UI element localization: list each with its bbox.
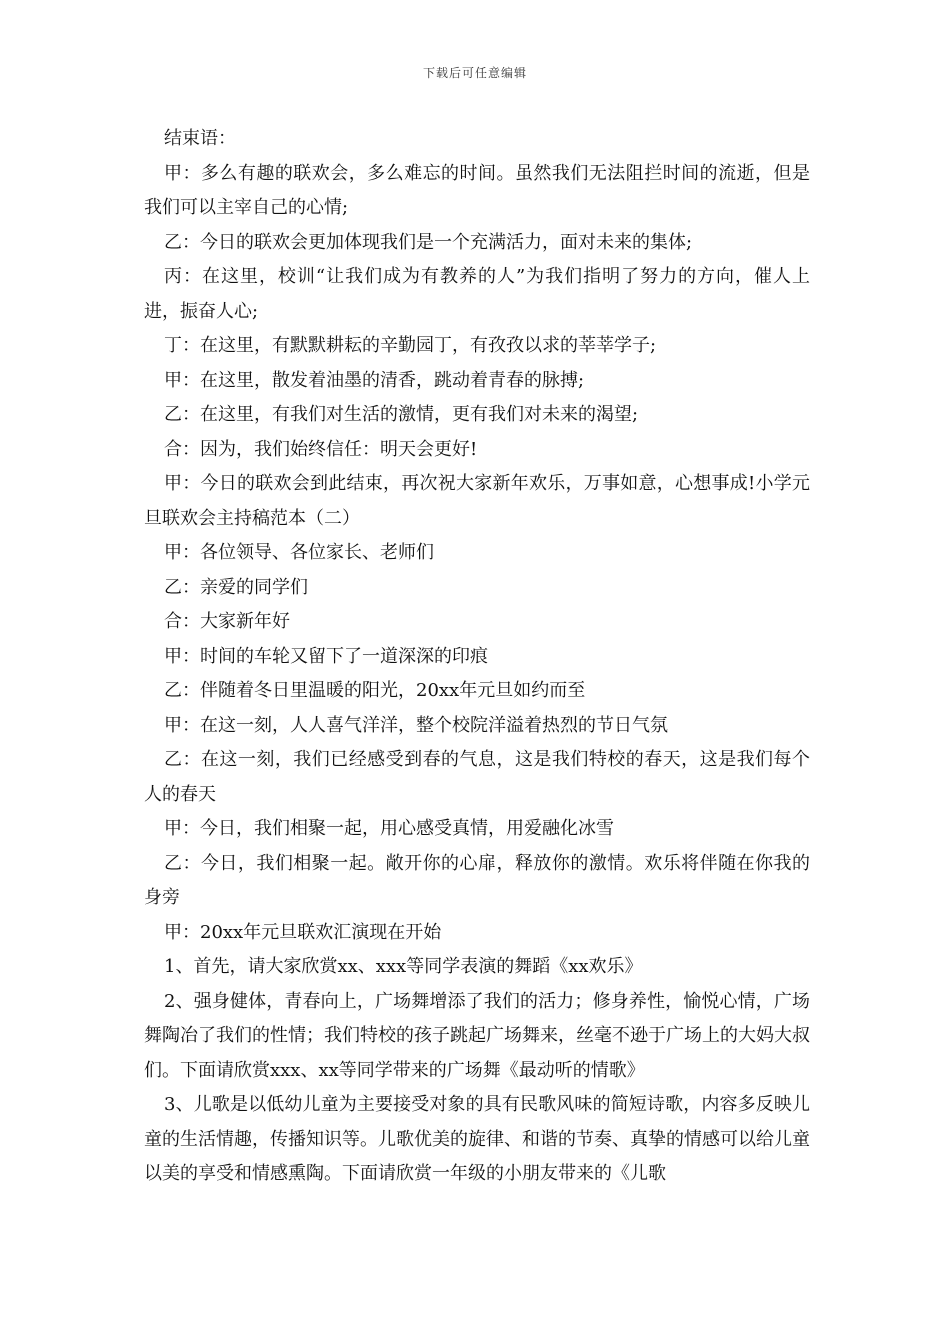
paragraph: 甲：今日，我们相聚一起，用心感受真情，用爱融化冰雪 <box>164 818 614 839</box>
paragraph: 甲：在这一刻，人人喜气洋洋，整个校院洋溢着热烈的节日气氛 <box>164 714 668 736</box>
page-header: 下载后可任意编辑 <box>422 66 527 80</box>
paragraph: 甲：今日的联欢会到此结束，再次祝大家新年欢乐，万事如意，心想事成!小学元旦联欢会主持稿范本（二） <box>144 473 810 529</box>
document-body <box>144 122 810 1192</box>
paragraph: 乙：在这里，有我们对生活的激情，更有我们对未来的渴望; <box>164 404 639 425</box>
paragraph: 乙：亲爱的同学们 <box>164 576 308 598</box>
paragraph: 1、首先，请大家欣赏xx、xxx等同学表演的舞蹈《xx欢乐》 <box>164 956 643 977</box>
paragraph: 甲：各位领导、各位家长、老师们 <box>164 542 434 563</box>
paragraph: 乙：在这一刻，我们已经感受到春的气息，这是我们特校的春天，这是我们每个人的春天 <box>144 749 810 805</box>
paragraph: 丁：在这里，有默默耕耘的辛勤园丁，有孜孜以求的莘莘学子; <box>164 335 657 356</box>
paragraph: 乙：伴随着冬日里温暖的阳光，20xx年元旦如约而至 <box>164 680 586 701</box>
paragraph: 乙：今日的联欢会更加体现我们是一个充满活力，面对未来的集体; <box>164 231 693 253</box>
paragraph: 甲：在这里，散发着油墨的清香，跳动着青春的脉搏; <box>164 369 585 391</box>
paragraph-closing-title: 结束语： <box>164 128 236 149</box>
paragraph: 丙：在这里，校训“让我们成为有教养的人”为我们指明了努力的方向，催人上进，振奋人心; <box>144 266 810 322</box>
paragraph: 甲：20xx年元旦联欢汇演现在开始 <box>164 921 442 943</box>
paragraph: 合：因为，我们始终信任：明天会更好! <box>164 438 478 460</box>
paragraph: 合：大家新年好 <box>164 611 290 632</box>
paragraph: 甲：多么有趣的联欢会，多么难忘的时间。虽然我们无法阻拦时间的流逝，但是我们可以主宰自己的心情; <box>144 162 810 218</box>
paragraph: 甲：时间的车轮又留下了一道深深的印痕 <box>164 645 488 667</box>
paragraph: 乙：今日，我们相聚一起。敞开你的心扉，释放你的激情。欢乐将伴随在你我的身旁 <box>144 852 810 908</box>
paragraph: 3、儿歌是以低幼儿童为主要接受对象的具有民歌风味的简短诗歌，内容多反映儿童的生活情趣，传播知识等。儿歌优美的旋律、和谐的节奏、真挚的情感可以给儿童以美的享受和情感熏陶。下面请欣赏一年级的小朋友带来的《儿歌 <box>144 1094 810 1184</box>
paragraph: 2、强身健体，青春向上，广场舞增添了我们的活力；修身养性，愉悦心情，广场舞陶冶了我们的性情；我们特校的孩子跳起广场舞来，丝毫不逊于广场上的大妈大叔们。下面请欣赏xxx、xx等同学带来的广场舞《最动听的情歌》 <box>144 990 810 1081</box>
